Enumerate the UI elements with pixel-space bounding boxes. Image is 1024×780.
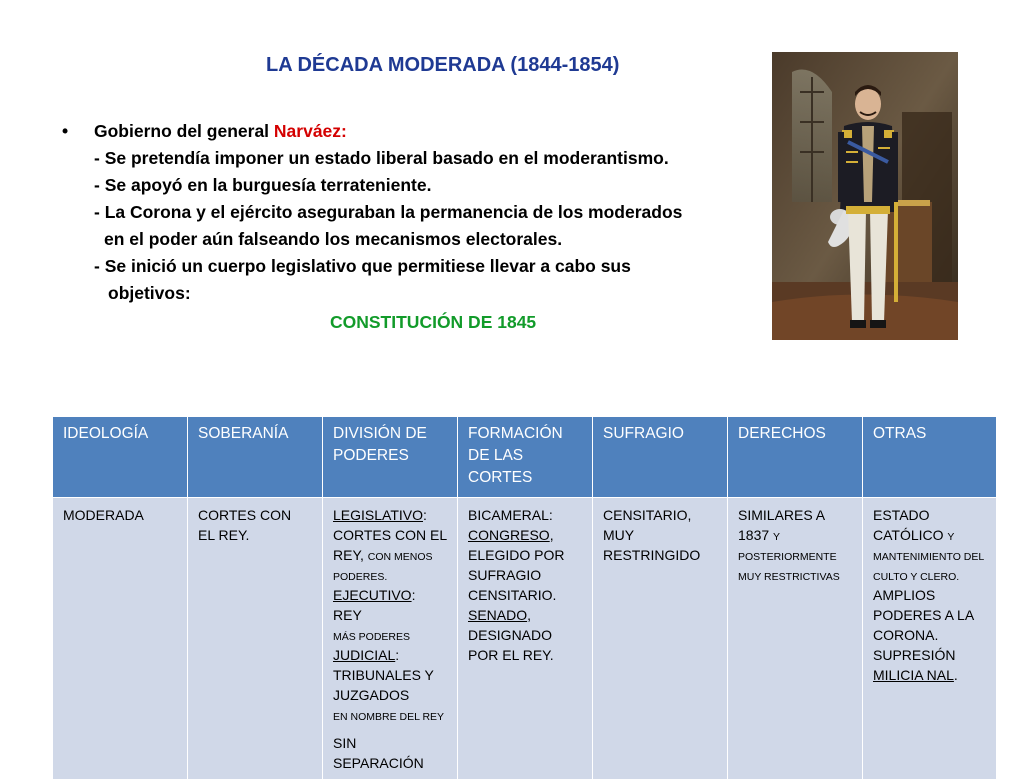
- formacion-a: BICAMERAL:: [468, 507, 553, 523]
- sub-line-6: objetivos:: [108, 283, 191, 303]
- sub-line-1: - Se pretendía imponer un estado liberal basado en el moderantismo.: [94, 148, 669, 168]
- sub-line-3: - La Corona y el ejército aseguraban la permanencia de los moderados: [94, 202, 683, 222]
- ejecutivo-note: MÁS PODERES: [333, 631, 411, 643]
- cell-derechos: [728, 498, 863, 780]
- header-sufragio: SUFRAGIO: [593, 417, 728, 498]
- bullet-lead: Gobierno del general: [94, 121, 274, 141]
- portrait-image: [772, 52, 958, 340]
- cell-soberania: CORTES CON EL REY.: [188, 498, 323, 780]
- header-formacion: FORMACIÓN DE LAS CORTES: [458, 417, 593, 498]
- otras-dot: .: [953, 667, 958, 683]
- sub-line-4: en el poder aún falseando los mecanismos electorales.: [104, 229, 563, 249]
- header-division: DIVISIÓN DE PODERES: [323, 417, 458, 498]
- judicial-label: JUDICIAL: [333, 647, 396, 663]
- legislativo-text: : CORTES CON EL REY,: [333, 507, 447, 563]
- constitution-label: CONSTITUCIÓN DE 1845: [330, 312, 537, 332]
- header-soberania: SOBERANÍA: [188, 417, 323, 498]
- slide-title: LA DÉCADA MODERADA (1844-1854): [266, 54, 620, 76]
- derechos-a: SIMILARES A 1837: [738, 507, 825, 543]
- cell-division: [323, 498, 458, 780]
- constitution-table: [52, 416, 997, 780]
- header-derechos: DERECHOS: [728, 417, 863, 498]
- bullet-list: [62, 118, 762, 307]
- bullet-dot: •: [62, 121, 69, 141]
- bullet-item: [62, 118, 762, 145]
- sub-line-5: - Se inició un cuerpo legislativo que permitiese llevar a cabo sus: [94, 256, 631, 276]
- otras-note: MANTENIMIENTO DEL CULTO Y CLERO.: [873, 551, 984, 583]
- sub-line-2: - Se apoyó en la burguesía terrateniente.: [94, 175, 432, 195]
- derechos-y: Y: [773, 531, 781, 543]
- cell-otras: [863, 498, 997, 780]
- senado-label: SENADO: [468, 607, 528, 623]
- judicial-note: EN NOMBRE DEL REY: [333, 711, 445, 723]
- header-otras: OTRAS: [863, 417, 997, 498]
- legislativo-label: LEGISLATIVO: [333, 507, 423, 523]
- otras-a: ESTADO CATÓLICO: [873, 507, 948, 543]
- cell-ideologia: MODERADA: [53, 498, 188, 780]
- derechos-note: POSTERIORMENTE MUY RESTRICTIVAS: [738, 551, 840, 583]
- cell-sufragio: CENSITARIO, MUY RESTRINGIDO: [593, 498, 728, 780]
- ejecutivo-label: EJECUTIVO: [333, 587, 412, 603]
- legislativo-note: CON MENOS PODERES.: [333, 551, 433, 583]
- portrait-painting-icon: [772, 52, 958, 340]
- congreso-label: CONGRESO: [468, 527, 550, 543]
- ejecutivo-text: : REY: [333, 587, 416, 623]
- table-row: [53, 498, 997, 780]
- formacion-b: , ELEGIDO POR SUFRAGIO CENSITARIO.: [468, 527, 565, 603]
- header-ideologia: IDEOLOGÍA: [53, 417, 188, 498]
- sin-separacion: SIN SEPARACIÓN: [333, 735, 424, 771]
- cell-formacion: [458, 498, 593, 780]
- judicial-text: : TRIBUNALES Y JUZGADOS: [333, 647, 434, 703]
- milicia-label: MILICIA NAL: [873, 667, 954, 683]
- table-header-row: [53, 417, 997, 498]
- otras-b: AMPLIOS PODERES A LA CORONA. SUPRESIÓN: [873, 587, 974, 663]
- formacion-c: , DESIGNADO POR EL REY.: [468, 607, 554, 663]
- general-name: Narváez:: [273, 121, 347, 141]
- otras-y: Y: [947, 531, 955, 543]
